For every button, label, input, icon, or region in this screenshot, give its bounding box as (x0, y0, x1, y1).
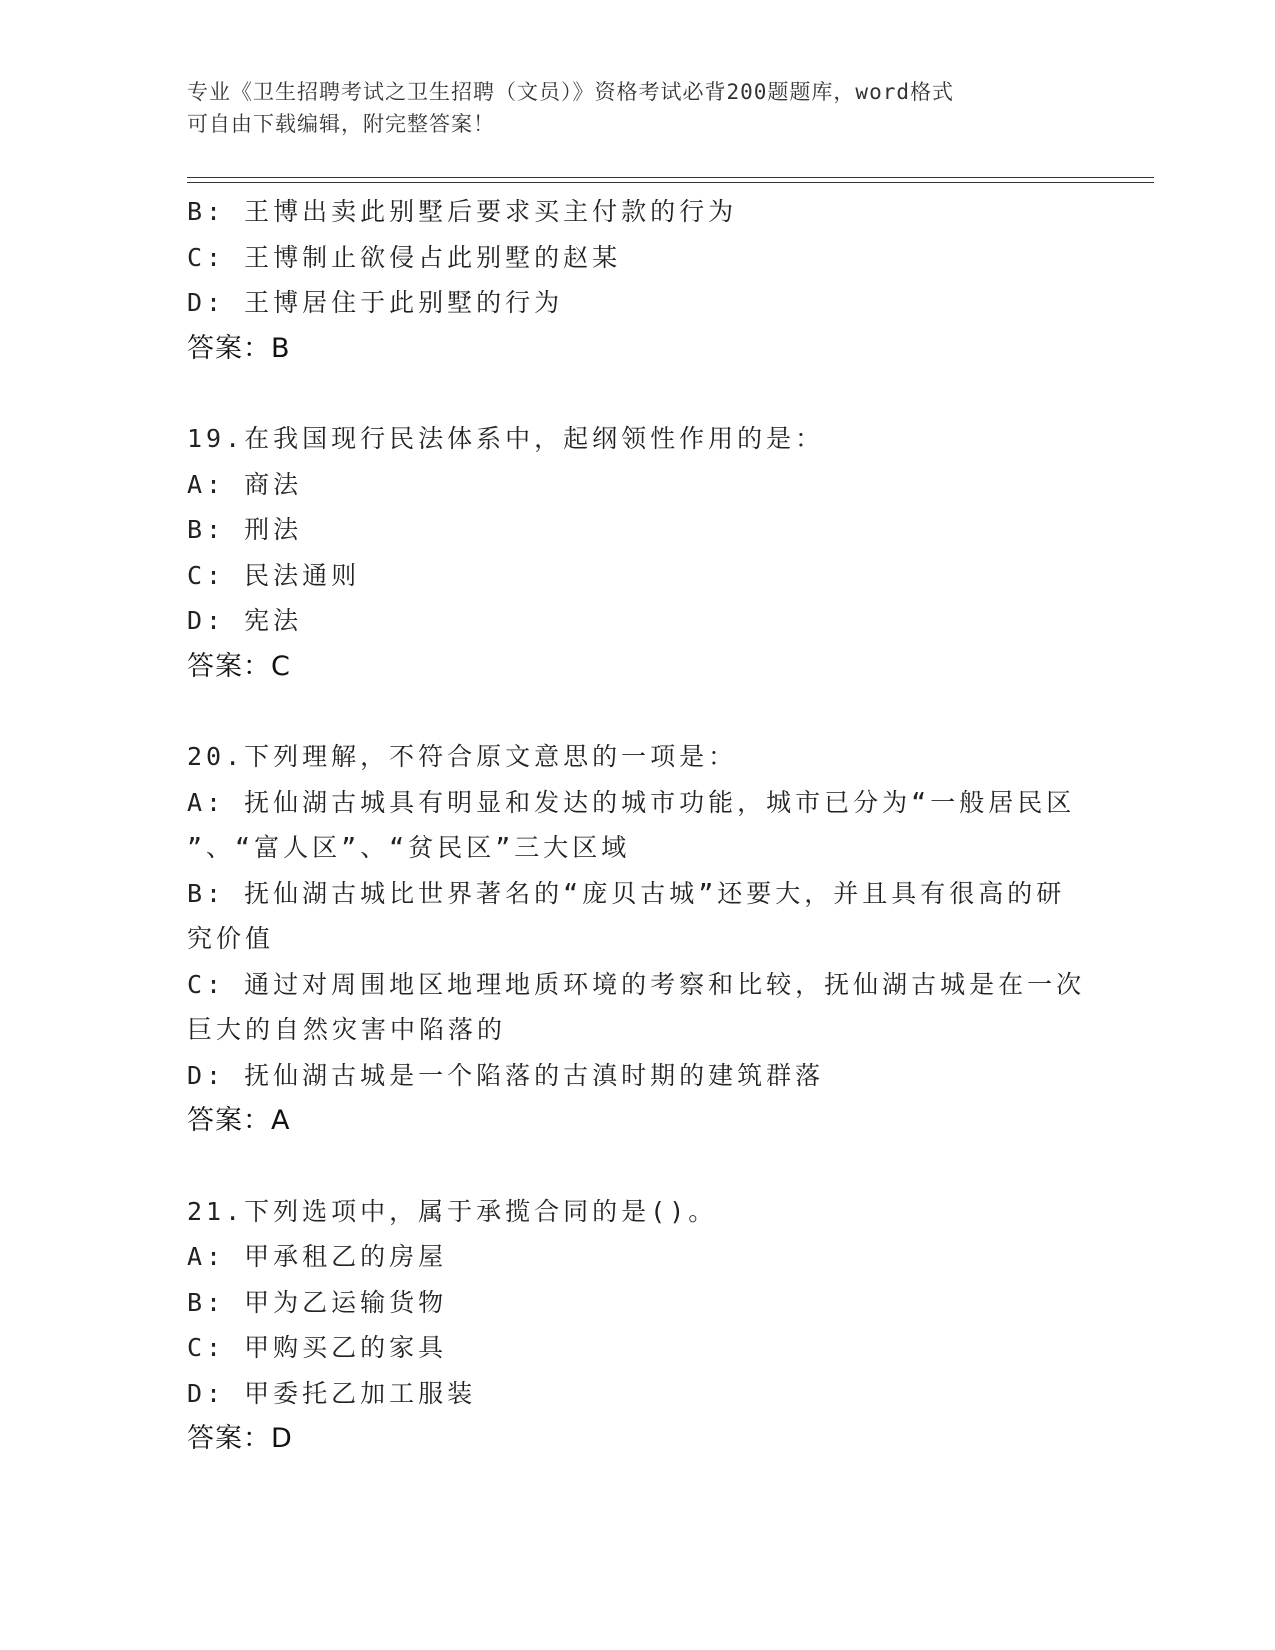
option-c: C: 甲购买乙的家具 (187, 1333, 448, 1362)
question-text: 19.在我国现行民法体系中，起纲领性作用的是： (187, 424, 825, 453)
option-c: C: 王博制止欲侵占此别墅的赵某 (187, 242, 622, 272)
option-c-line-2: 巨大的自然灾害中陷落的 (187, 1015, 507, 1044)
option-d: D: 抚仙湖古城是一个陷落的古滇时期的建筑群落 (187, 1060, 825, 1090)
option-d: D: 王博居住于此别墅的行为 (187, 288, 564, 317)
option-b-line-2: 究价值 (187, 924, 275, 953)
option-b: B: 刑法 (187, 515, 303, 544)
option-a-line-1: A: 抚仙湖古城具有明显和发达的城市功能，城市已分为“一般居民区 (187, 787, 1076, 817)
answer: 答案：C (187, 650, 291, 682)
option-b: B: 王博出卖此别墅后要求买主付款的行为 (187, 197, 738, 226)
question-18-tail (187, 189, 1087, 371)
option-d: D: 甲委托乙加工服装 (187, 1378, 477, 1408)
spacer (187, 689, 1087, 734)
answer: 答案：B (187, 332, 291, 364)
option-a-line-2: ”、“富人区”、“贫民区”三大区域 (187, 833, 631, 862)
option-a: A: 甲承租乙的房屋 (187, 1242, 448, 1271)
document-header (187, 76, 1067, 140)
question-text: 21.下列选项中，属于承揽合同的是()。 (187, 1196, 718, 1226)
header-divider-top (187, 177, 1154, 178)
question-list (187, 189, 1087, 1462)
answer: 答案：A (187, 1105, 291, 1136)
question-20 (187, 734, 1087, 1144)
question-19 (187, 416, 1087, 689)
spacer (187, 371, 1087, 416)
option-a: A: 商法 (187, 469, 303, 499)
option-b: B: 甲为乙运输货物 (187, 1287, 448, 1317)
header-divider-bottom (187, 182, 1154, 183)
option-d: D: 宪法 (187, 606, 303, 635)
answer: 答案：D (187, 1423, 293, 1454)
spacer (187, 1144, 1087, 1189)
question-21 (187, 1189, 1087, 1462)
option-b-line-1: B: 抚仙湖古城比世界著名的“庞贝古城”还要大，并且具有很高的研 (187, 878, 1066, 908)
option-c: C: 民法通则 (187, 560, 361, 590)
question-text: 20.下列理解，不符合原文意思的一项是： (187, 742, 738, 771)
header-line-2: 可自由下载编辑，附完整答案！ (187, 112, 495, 136)
header-line-1: 专业《卫生招聘考试之卫生招聘（文员）》资格考试必背200题题库，word格式 (187, 80, 954, 104)
option-c-line-1: C: 通过对周围地区地理地质环境的考察和比较，抚仙湖古城是在一次 (187, 969, 1086, 999)
